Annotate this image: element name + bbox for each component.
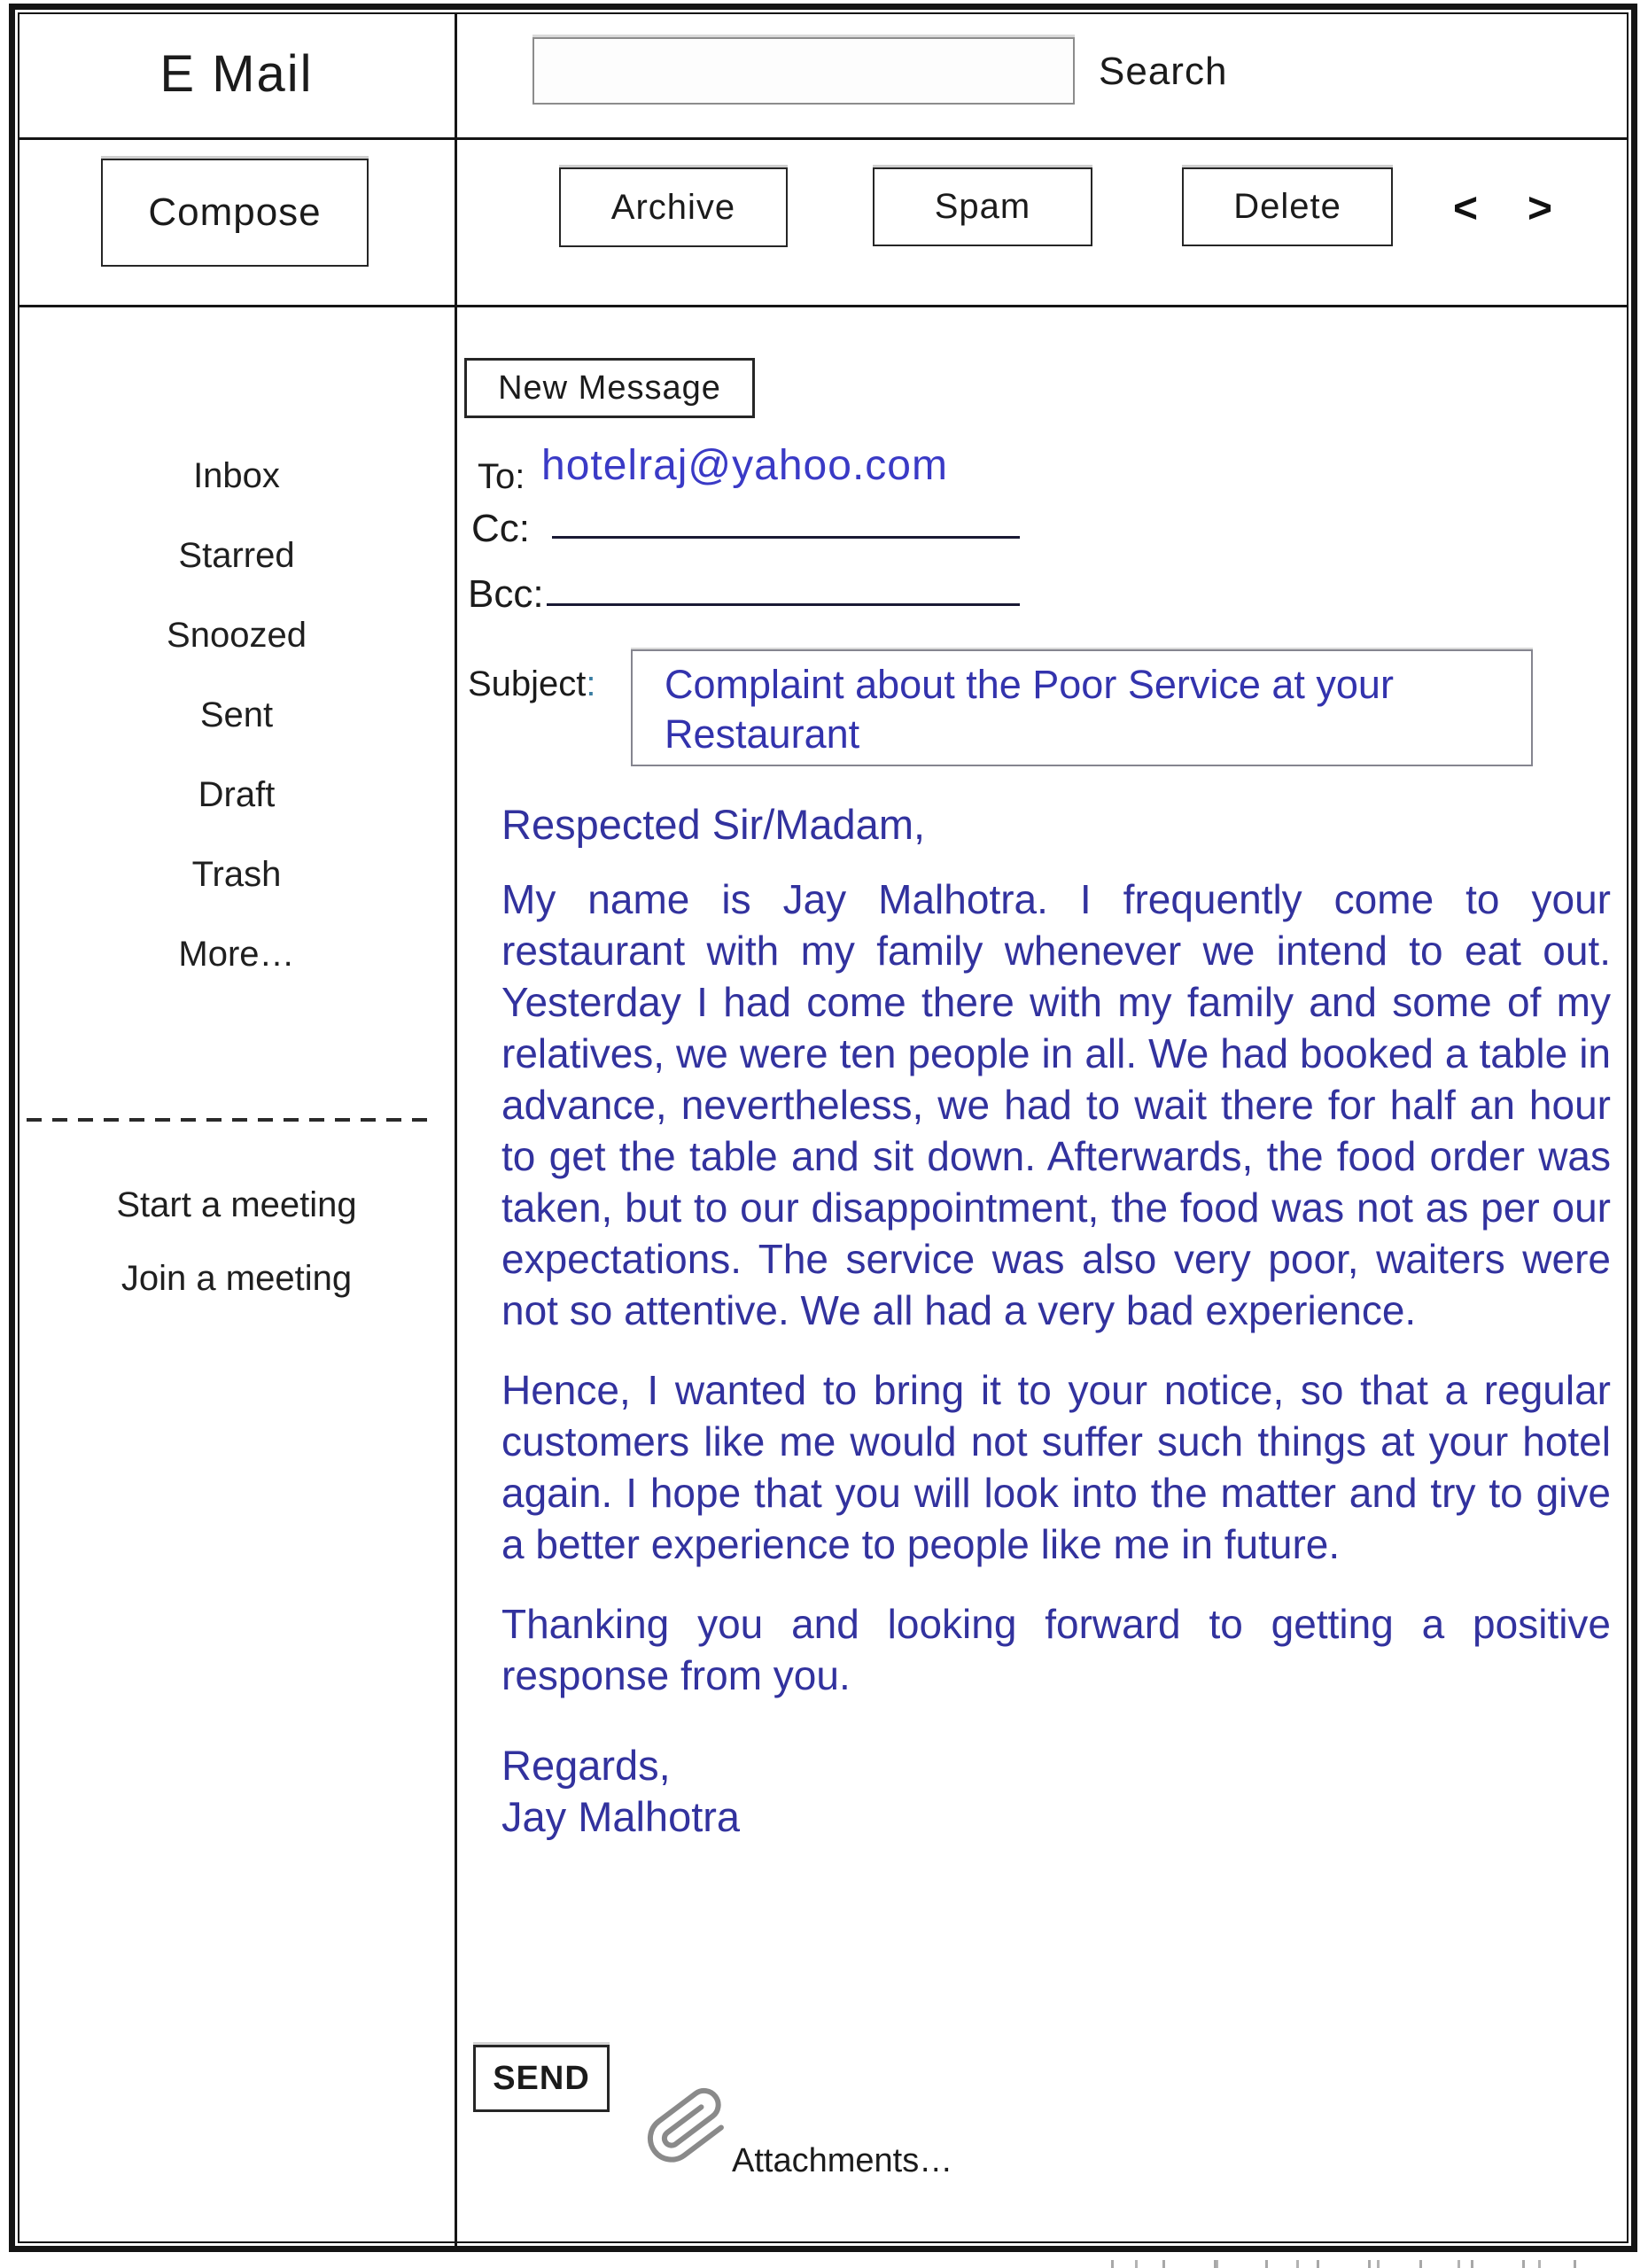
archive-button[interactable]: Archive bbox=[559, 167, 788, 247]
sidebar-item-inbox[interactable]: Inbox bbox=[193, 455, 280, 495]
subject-field-input[interactable] bbox=[631, 649, 1533, 766]
closing-line: Regards, bbox=[501, 1742, 671, 1789]
body-paragraph-3: Thanking you and looking forward to getting a positive response from you. bbox=[501, 1601, 1611, 1698]
subject-field-value: Complaint about the Poor Service at your Restaurant bbox=[665, 662, 1394, 757]
sidebar-item-trash[interactable]: Trash bbox=[191, 854, 282, 894]
previous-page-icon[interactable]: < bbox=[1452, 184, 1479, 232]
new-message-button[interactable]: New Message bbox=[464, 358, 755, 418]
sidebar-item-draft[interactable]: Draft bbox=[198, 774, 276, 814]
message-body-editor[interactable] bbox=[501, 800, 1611, 1843]
header-divider bbox=[18, 137, 1628, 140]
cc-field-label: Cc: bbox=[471, 507, 530, 550]
sidebar-dashed-divider bbox=[27, 1118, 436, 1122]
cutoff-watermark-fragment bbox=[1111, 2260, 1613, 2268]
app-title: E Mail bbox=[159, 45, 314, 103]
body-paragraph-1: My name is Jay Malhotra. I frequently come to your restaurant with my family whenever we intend to eat out. Yesterday I had come there with my family and some of my relatives, we were ten people in all. We had booked a table in advance, nevertheless, we had to wait there for half an hour to get the table and sit down. Afterwards, the food order was taken, but to our disappointment, the food was not as per our expectations. The service was also very poor, waiters were not so attentive. We all had a very bad experience. bbox=[501, 876, 1611, 1333]
subject-colon: : bbox=[586, 664, 596, 703]
sidebar-item-starred[interactable]: Starred bbox=[178, 535, 295, 575]
join-meeting-link[interactable]: Join a meeting bbox=[120, 1258, 353, 1298]
cc-field-input[interactable] bbox=[552, 536, 1020, 539]
to-field-value[interactable]: hotelraj@yahoo.com bbox=[541, 442, 948, 489]
subject-field-label: Subject: bbox=[468, 664, 596, 703]
salutation-line: Respected Sir/Madam, bbox=[501, 801, 926, 848]
sidebar-item-sent[interactable]: Sent bbox=[199, 695, 274, 734]
search-input[interactable] bbox=[532, 37, 1075, 105]
sidebar-item-more[interactable]: More… bbox=[178, 934, 295, 974]
attachment-paperclip-icon[interactable] bbox=[645, 2084, 730, 2169]
bcc-field-input[interactable] bbox=[547, 603, 1020, 606]
sidebar-item-snoozed[interactable]: Snoozed bbox=[167, 615, 307, 655]
signature-line: Jay Malhotra bbox=[501, 1793, 741, 1840]
toolbar-divider bbox=[18, 305, 1628, 307]
spam-button[interactable]: Spam bbox=[873, 167, 1092, 246]
body-paragraph-2: Hence, I wanted to bring it to your notice, so that a regular customers like me would not suffer such things at your hotel again. I hope that you will look into the matter and try to give a better experience to people like me in future. bbox=[501, 1367, 1611, 1567]
sidebar-divider bbox=[455, 13, 457, 2247]
send-button[interactable]: SEND bbox=[473, 2045, 610, 2112]
to-field-label: To: bbox=[478, 457, 525, 496]
compose-button[interactable]: Compose bbox=[101, 159, 369, 267]
attachments-link[interactable]: Attachments… bbox=[732, 2142, 953, 2179]
delete-button[interactable]: Delete bbox=[1182, 167, 1393, 246]
search-label: Search bbox=[1099, 50, 1228, 93]
next-page-icon[interactable]: > bbox=[1527, 184, 1553, 232]
bcc-field-label: Bcc: bbox=[468, 572, 544, 616]
start-meeting-link[interactable]: Start a meeting bbox=[116, 1184, 357, 1224]
